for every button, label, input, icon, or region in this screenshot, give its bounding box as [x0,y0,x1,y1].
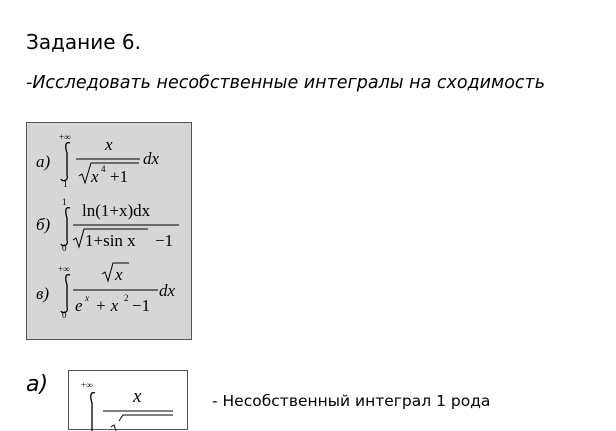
solution-part-label: а) [26,372,49,397]
integral-b-sign [61,208,70,246]
integral-a-radical [79,163,139,183]
integral-c-sign [61,275,70,313]
integrals-formula [27,123,193,341]
integral-a-upper-limit: +∞ [59,132,71,142]
task-title: Задание 6. [26,30,141,54]
integral-b-lower-limit: 0 [62,243,67,253]
integral-c-differential: dx [159,281,176,300]
integral-c-numerator-radicand: x [115,265,123,284]
integral-b-upper-limit: 1 [62,197,67,207]
integral-b-denominator-tail: −1 [155,231,174,250]
integral-a-differential: dx [143,149,160,168]
task-subtitle: -Исследовать несобственные интегралы на сходимость [26,73,546,93]
solution-integral-upper-limit: +∞ [81,380,93,390]
solution-integral-radical [111,415,173,431]
solution-formula-box [68,370,188,430]
solution-integral-formula [69,371,189,431]
solution-integral-sign [91,393,95,431]
integral-b-radicand: 1+sin x [85,231,136,250]
integral-c-denominator-mid-exp: 2 [124,293,129,303]
integral-c-upper-limit: +∞ [58,264,70,274]
integral-a-label: а) [36,152,51,171]
integral-a-radicand-base: x [91,167,99,186]
solution-note: - Несобственный интеграл 1 рода [212,392,491,410]
integral-b-numerator: ln(1+x)dx [82,201,151,220]
integral-a-sign [61,143,70,181]
integral-b-label: б) [36,215,51,234]
integral-c-denominator-e-exp: x [85,293,89,303]
integral-c-denominator-tail: −1 [132,296,151,315]
integral-c-denominator-mid: + x [95,296,119,315]
integral-a-radicand-exp: 4 [101,164,106,174]
solution-integral-numerator: x [133,386,142,407]
integral-a-radicand-tail: +1 [110,167,129,186]
integral-a-lower-limit: 1 [63,179,68,189]
integral-c-lower-limit: 0 [62,310,67,320]
integrals-formula-box [26,122,192,340]
integral-c-denominator-e: e [75,296,83,315]
integral-a-numerator: x [105,135,113,154]
integral-c-label: в) [36,284,50,303]
